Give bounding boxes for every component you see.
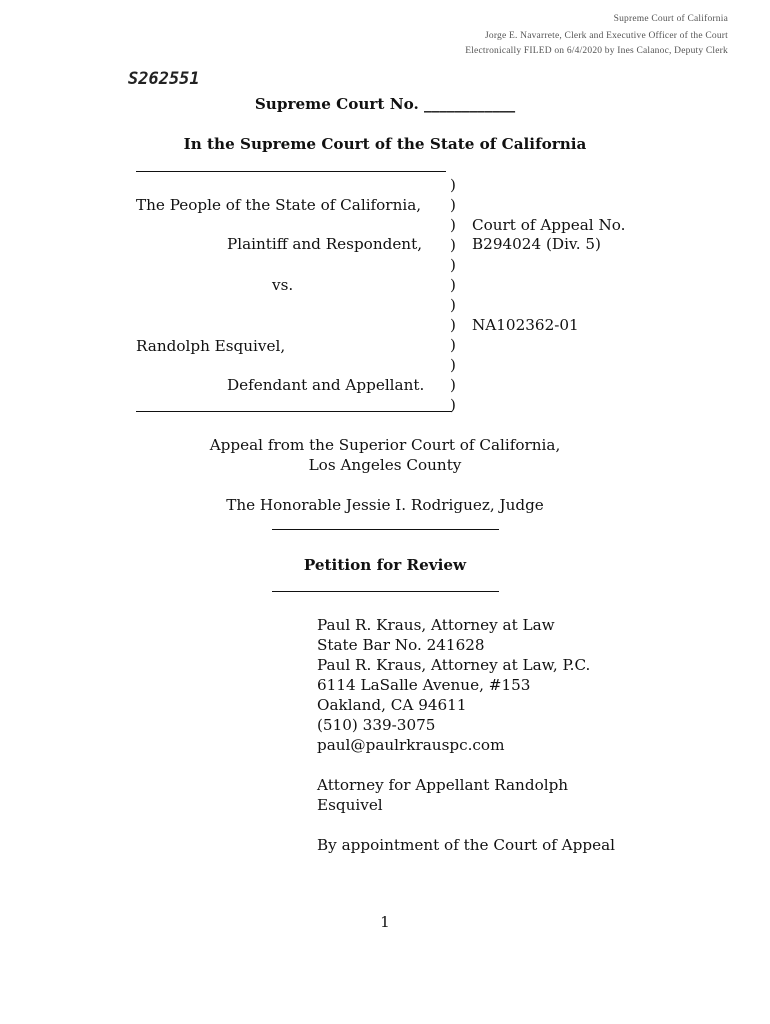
attorney-email: paul@paulrkrauspc.com <box>317 736 505 754</box>
court-name-heading: In the Supreme Court of the State of California <box>183 135 587 153</box>
supreme-court-number: Supreme Court No. ____________ <box>254 95 516 113</box>
attorney-role-line1: Attorney for Appellant Randolph <box>317 776 569 794</box>
court-of-appeal-label: Court of Appeal No. <box>472 216 626 234</box>
court-of-appeal-number: B294024 (Div. 5) <box>472 235 601 253</box>
attorney-name: Paul R. Kraus, Attorney at Law <box>317 616 555 634</box>
attorney-role-line2: Esquivel <box>317 796 383 814</box>
title-top-rule <box>272 529 499 530</box>
caption-paren: ) <box>450 216 456 234</box>
appeal-from-line: Appeal from the Superior Court of California, <box>209 436 561 454</box>
caption-paren: ) <box>450 396 456 414</box>
filing-stamp-date: Electronically FILED on 6/4/2020 by Ines Calanoc, Deputy Clerk <box>465 46 728 56</box>
caption-paren: ) <box>450 236 456 254</box>
party-plaintiff-role: Plaintiff and Respondent, <box>227 235 423 253</box>
appointment-line: By appointment of the Court of Appeal <box>317 836 615 854</box>
party-defendant-name: Randolph Esquivel, <box>136 337 286 355</box>
caption-paren: ) <box>450 376 456 394</box>
party-defendant-role: Defendant and Appellant. <box>227 376 425 394</box>
title-bottom-rule <box>272 591 499 592</box>
appeal-county-line: Los Angeles County <box>308 456 462 474</box>
document-title: Petition for Review <box>303 556 467 574</box>
caption-paren: ) <box>450 356 456 374</box>
attorney-phone: (510) 339-3075 <box>317 716 436 734</box>
attorney-bar-number: State Bar No. 241628 <box>317 636 485 654</box>
attorney-city: Oakland, CA 94611 <box>317 696 467 714</box>
page-number: 1 <box>380 913 390 931</box>
caption-paren: ) <box>450 196 456 214</box>
filing-stamp-court: Supreme Court of California <box>613 14 728 24</box>
versus-label: vs. <box>272 276 294 294</box>
attorney-firm: Paul R. Kraus, Attorney at Law, P.C. <box>317 656 591 674</box>
caption-paren: ) <box>450 336 456 354</box>
caption-paren: ) <box>450 316 456 334</box>
caption-paren: ) <box>450 276 456 294</box>
caption-bottom-rule <box>136 411 452 412</box>
caption-paren: ) <box>450 176 456 194</box>
filing-stamp-clerk: Jorge E. Navarrete, Clerk and Executive Officer of the Court <box>485 31 728 41</box>
caption-top-rule <box>136 171 446 172</box>
trial-court-number: NA102362-01 <box>472 316 579 334</box>
judge-line: The Honorable Jessie I. Rodriguez, Judge <box>226 496 544 514</box>
caption-paren: ) <box>450 256 456 274</box>
case-number: S262551 <box>128 69 200 89</box>
party-plaintiff-name: The People of the State of California, <box>136 196 422 214</box>
attorney-street: 6114 LaSalle Avenue, #153 <box>317 676 531 694</box>
caption-paren: ) <box>450 296 456 314</box>
